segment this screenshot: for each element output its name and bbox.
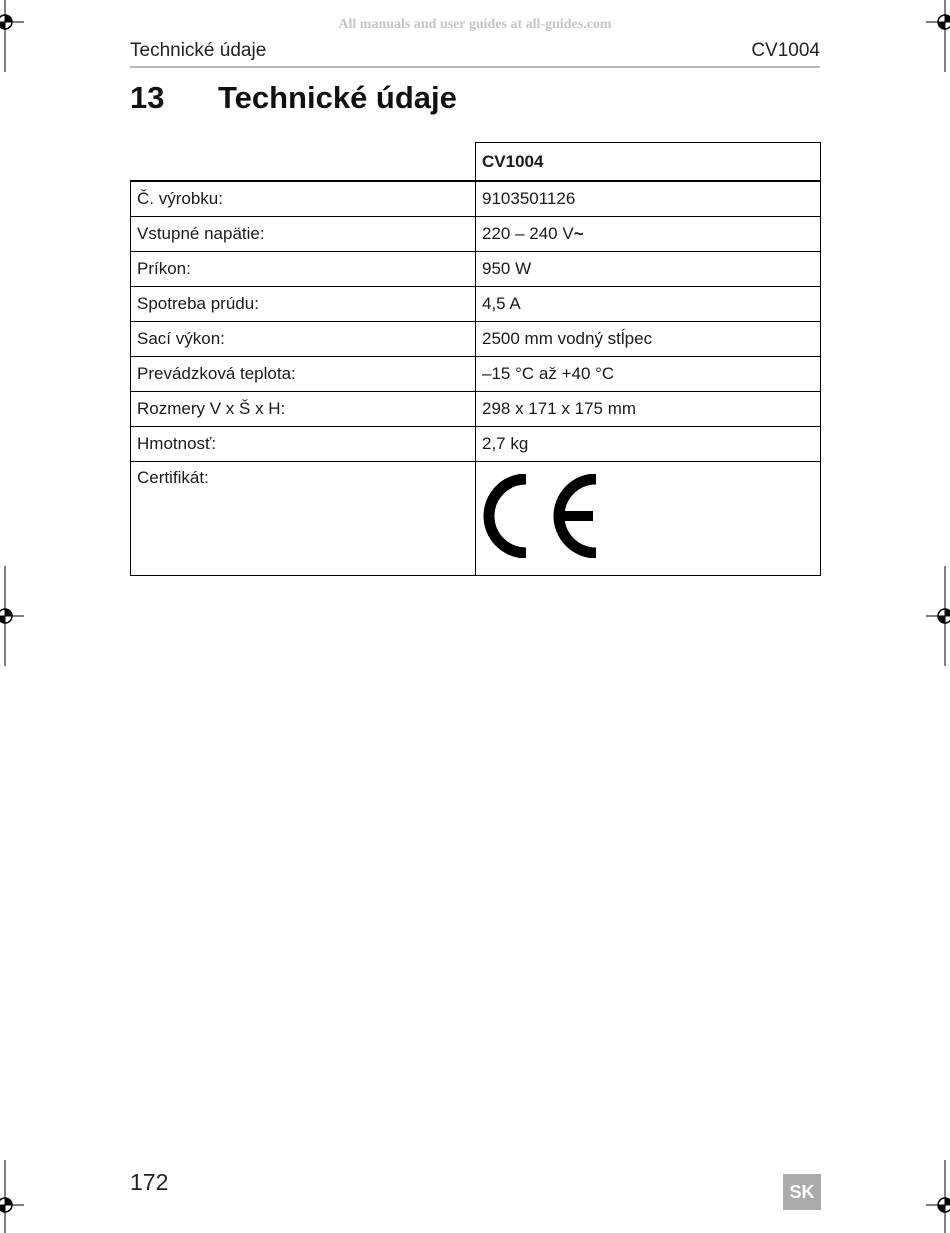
- spec-label: Spotreba prúdu:: [131, 287, 476, 322]
- spec-label: Hmotnosť:: [131, 427, 476, 462]
- table-header-empty: [131, 143, 476, 182]
- spec-value: 950 W: [476, 252, 821, 287]
- spec-value: 2,7 kg: [476, 427, 821, 462]
- running-header-section: Technické údaje: [130, 40, 267, 61]
- chapter-number: 13: [130, 80, 165, 115]
- spec-label: Rozmery V x Š x H:: [131, 392, 476, 427]
- registration-mark-top-right: [926, 0, 950, 72]
- language-badge: SK: [783, 1174, 821, 1210]
- table-row: [131, 357, 821, 392]
- spec-label: Prevádzková teplota:: [131, 357, 476, 392]
- page-number: 172: [130, 1169, 169, 1195]
- chapter-heading: [130, 80, 457, 116]
- spec-value: 4,5 A: [476, 287, 821, 322]
- spec-value: [476, 217, 821, 252]
- table-row: [131, 462, 821, 576]
- spec-label: Č. výrobku:: [131, 181, 476, 217]
- table-row: [131, 427, 821, 462]
- registration-mark-middle-right: [926, 566, 950, 666]
- table-row: [131, 181, 821, 217]
- table-row: [131, 287, 821, 322]
- spec-label: Certifikát:: [131, 462, 476, 576]
- table-row: [131, 252, 821, 287]
- running-header-model: CV1004: [751, 40, 820, 61]
- header-divider: [130, 66, 820, 68]
- spec-value: 298 x 171 x 175 mm: [476, 392, 821, 427]
- spec-value-text: 220 – 240 V: [482, 224, 574, 243]
- spec-value: 2500 mm vodný stĺpec: [476, 322, 821, 357]
- registration-mark-bottom-right: [926, 1160, 950, 1233]
- spec-value: [476, 462, 821, 576]
- registration-mark-middle-left: [0, 566, 24, 666]
- spec-table: [130, 142, 821, 576]
- table-column-header: CV1004: [476, 143, 821, 182]
- ac-symbol: ~: [573, 224, 584, 243]
- spec-label: Sací výkon:: [131, 322, 476, 357]
- chapter-title: Technické údaje: [218, 80, 457, 115]
- spec-value: 9103501126: [476, 181, 821, 217]
- table-row: [131, 322, 821, 357]
- spec-value: –15 °C až +40 °C: [476, 357, 821, 392]
- registration-mark-bottom-left: [0, 1160, 24, 1233]
- table-row: [131, 392, 821, 427]
- ce-mark-icon: [482, 474, 600, 558]
- spec-label: Vstupné napätie:: [131, 217, 476, 252]
- spec-label: Príkon:: [131, 252, 476, 287]
- watermark: All manuals and user guides at all-guides.com: [338, 17, 612, 32]
- table-header-row: [131, 143, 821, 182]
- registration-mark-top-left: [0, 0, 24, 72]
- table-row: [131, 217, 821, 252]
